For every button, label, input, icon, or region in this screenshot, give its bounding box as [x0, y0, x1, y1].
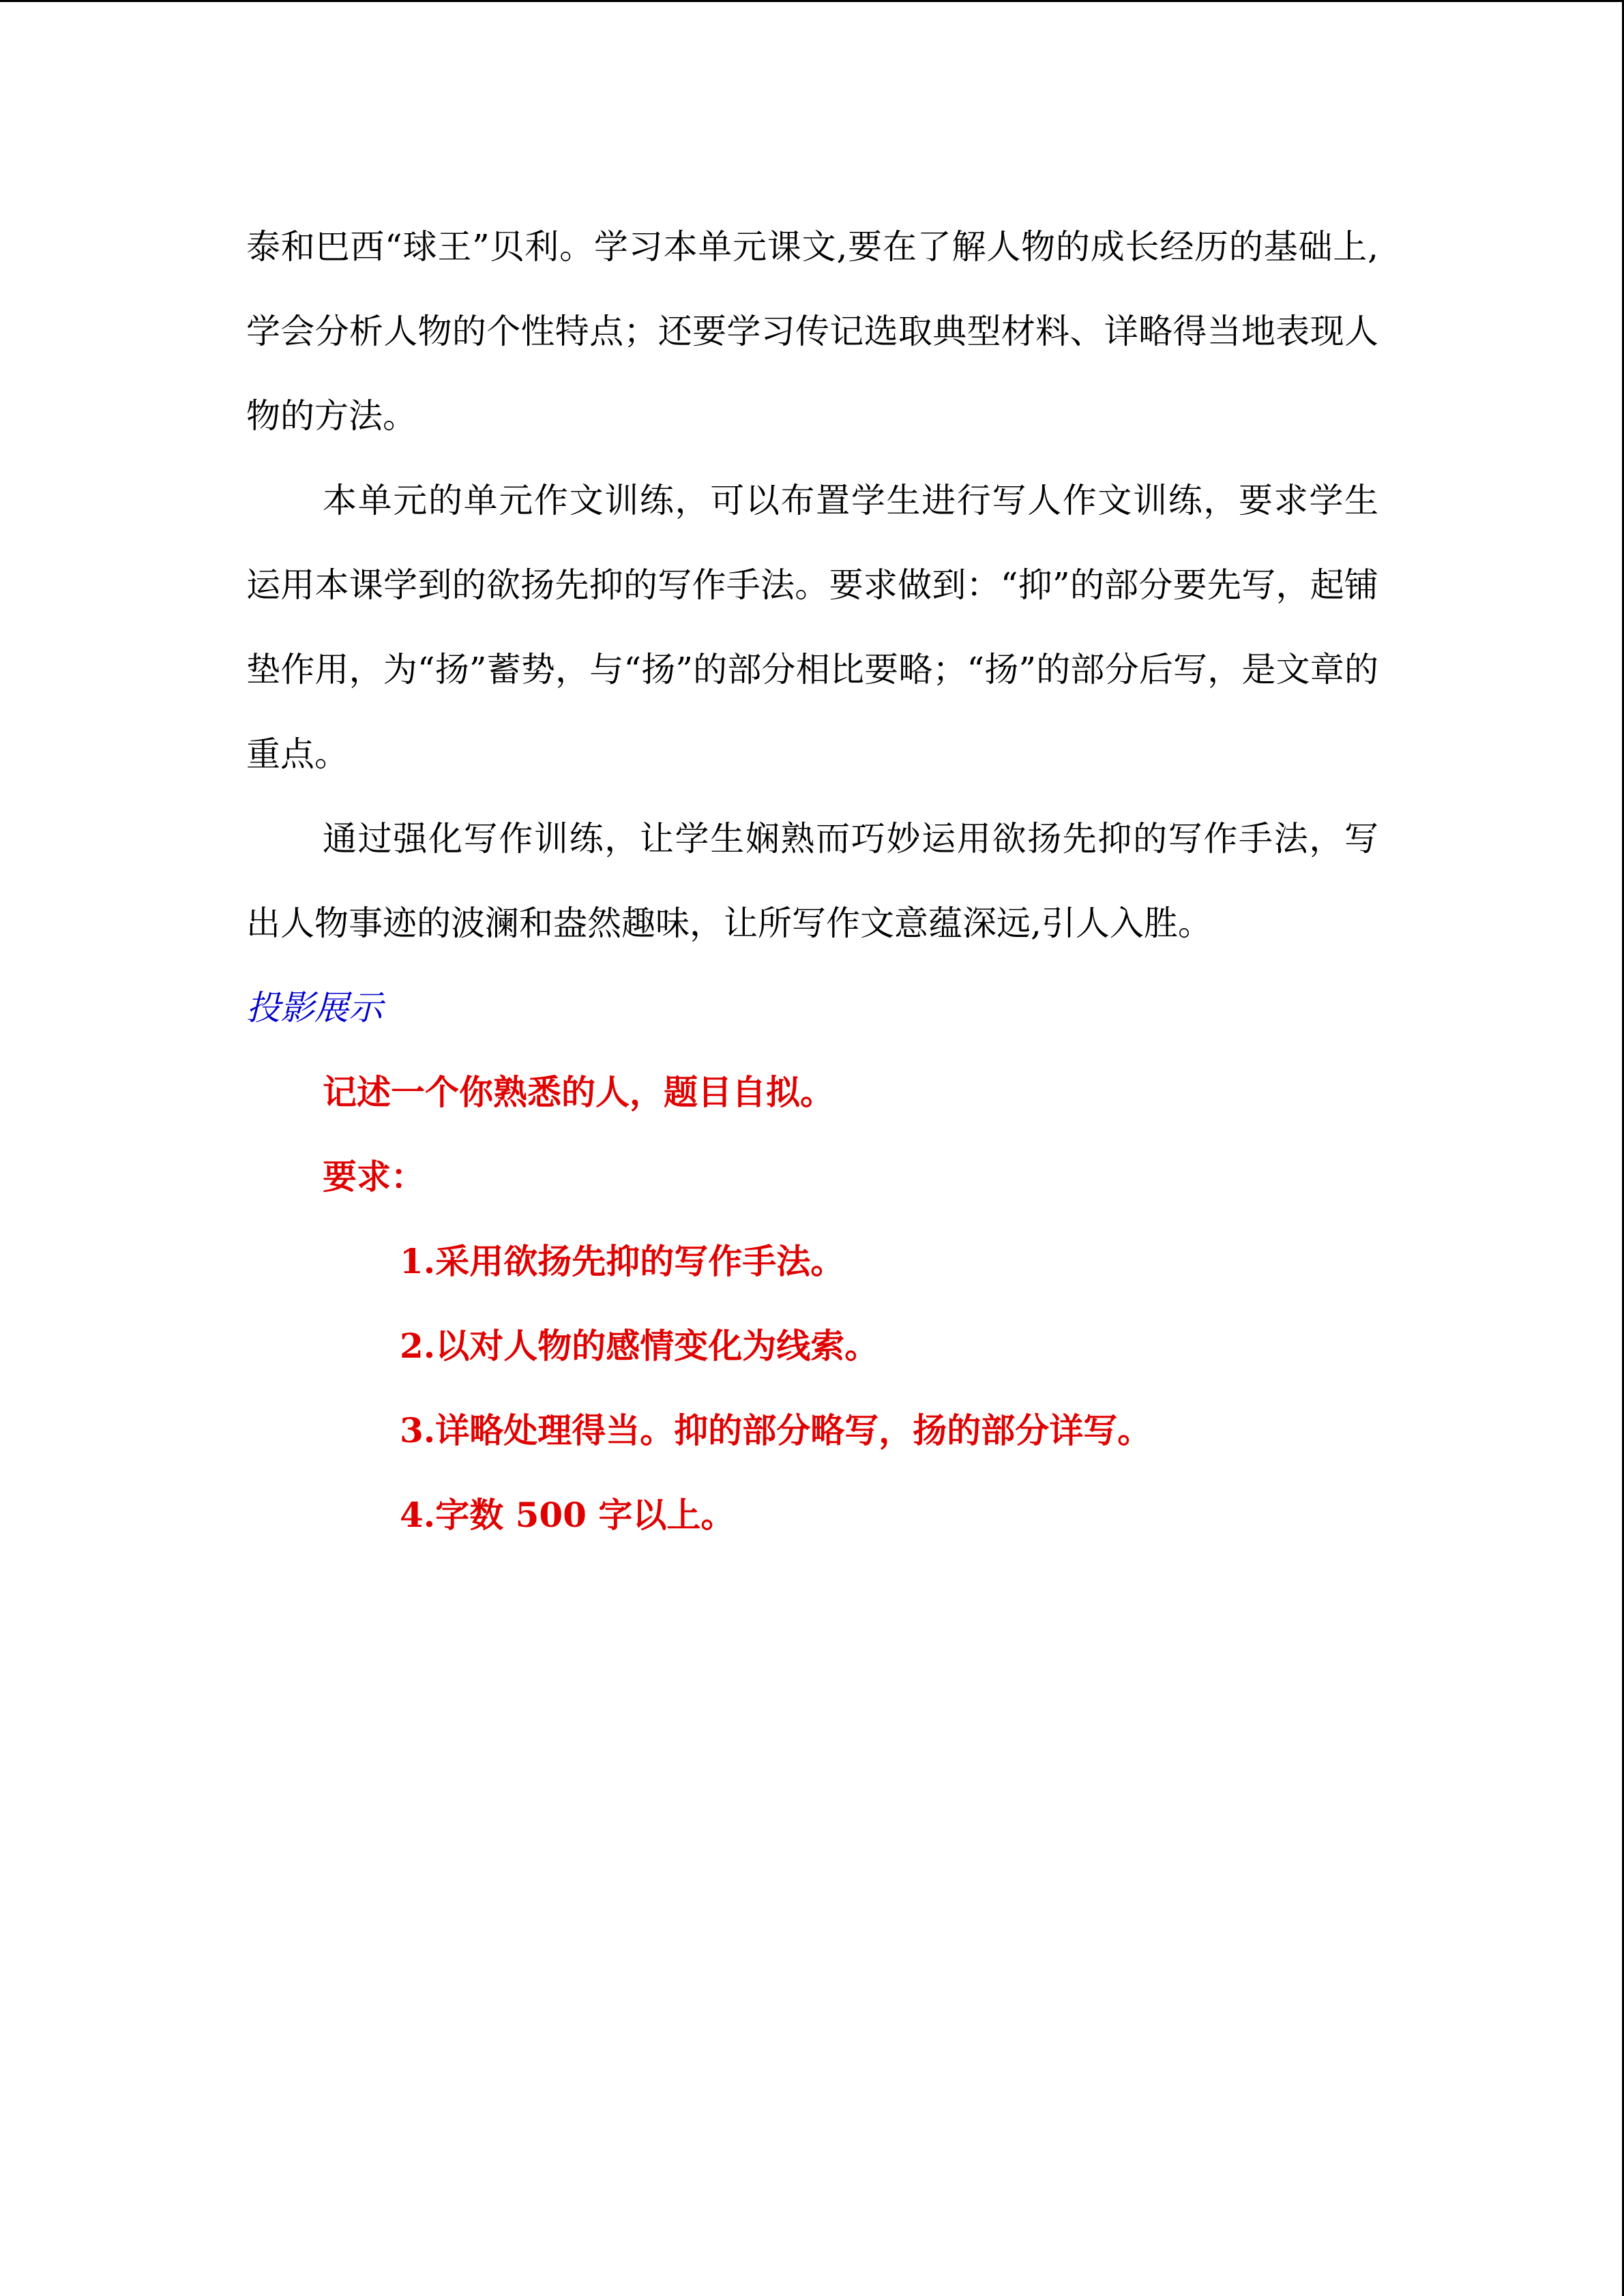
- paragraph-writing-training: 本单元的单元作文训练，可以布置学生进行写人作文训练，要求学生运用本课学到的欲扬先抑的写作手法。要求做到：“抑”的部分要先写，起铺垫作用，为“扬”蓄势，与“扬”的部分相比要略；“扬”的部分后写，是文章的重点。: [246, 481, 1378, 774]
- paragraph-unit-intro: 泰和巴西“球王”贝利。学习本单元课文,要在了解人物的成长经历的基础上,学会分析人物的个性特点；还要学习传记选取典型材料、详略得当地表现人物的方法。: [246, 227, 1378, 436]
- requirement-item: 3.详略处理得当。抑的部分略写，扬的部分详写。: [400, 1410, 1152, 1450]
- document-body: [246, 205, 1378, 1557]
- requirements-list: [246, 1219, 1378, 1557]
- page-border-top: [0, 0, 1624, 2]
- writing-task: 记述一个你熟悉的人，题目自拟。: [323, 1072, 834, 1112]
- requirement-item: 2.以对人物的感情变化为线索。: [400, 1326, 879, 1366]
- requirement-item: 4.字数 500 字以上。: [400, 1495, 735, 1535]
- requirements-heading: 要求：: [323, 1157, 425, 1197]
- paragraph-training-goal: 通过强化写作训练，让学生娴熟而巧妙运用欲扬先抑的写作手法，写出人物事迹的波澜和盎然趣味，让所写作文意蕴深远,引人入胜。: [246, 819, 1378, 943]
- requirement-item: 1.采用欲扬先抑的写作手法。: [400, 1241, 845, 1281]
- projection-label: 投影展示: [246, 988, 383, 1028]
